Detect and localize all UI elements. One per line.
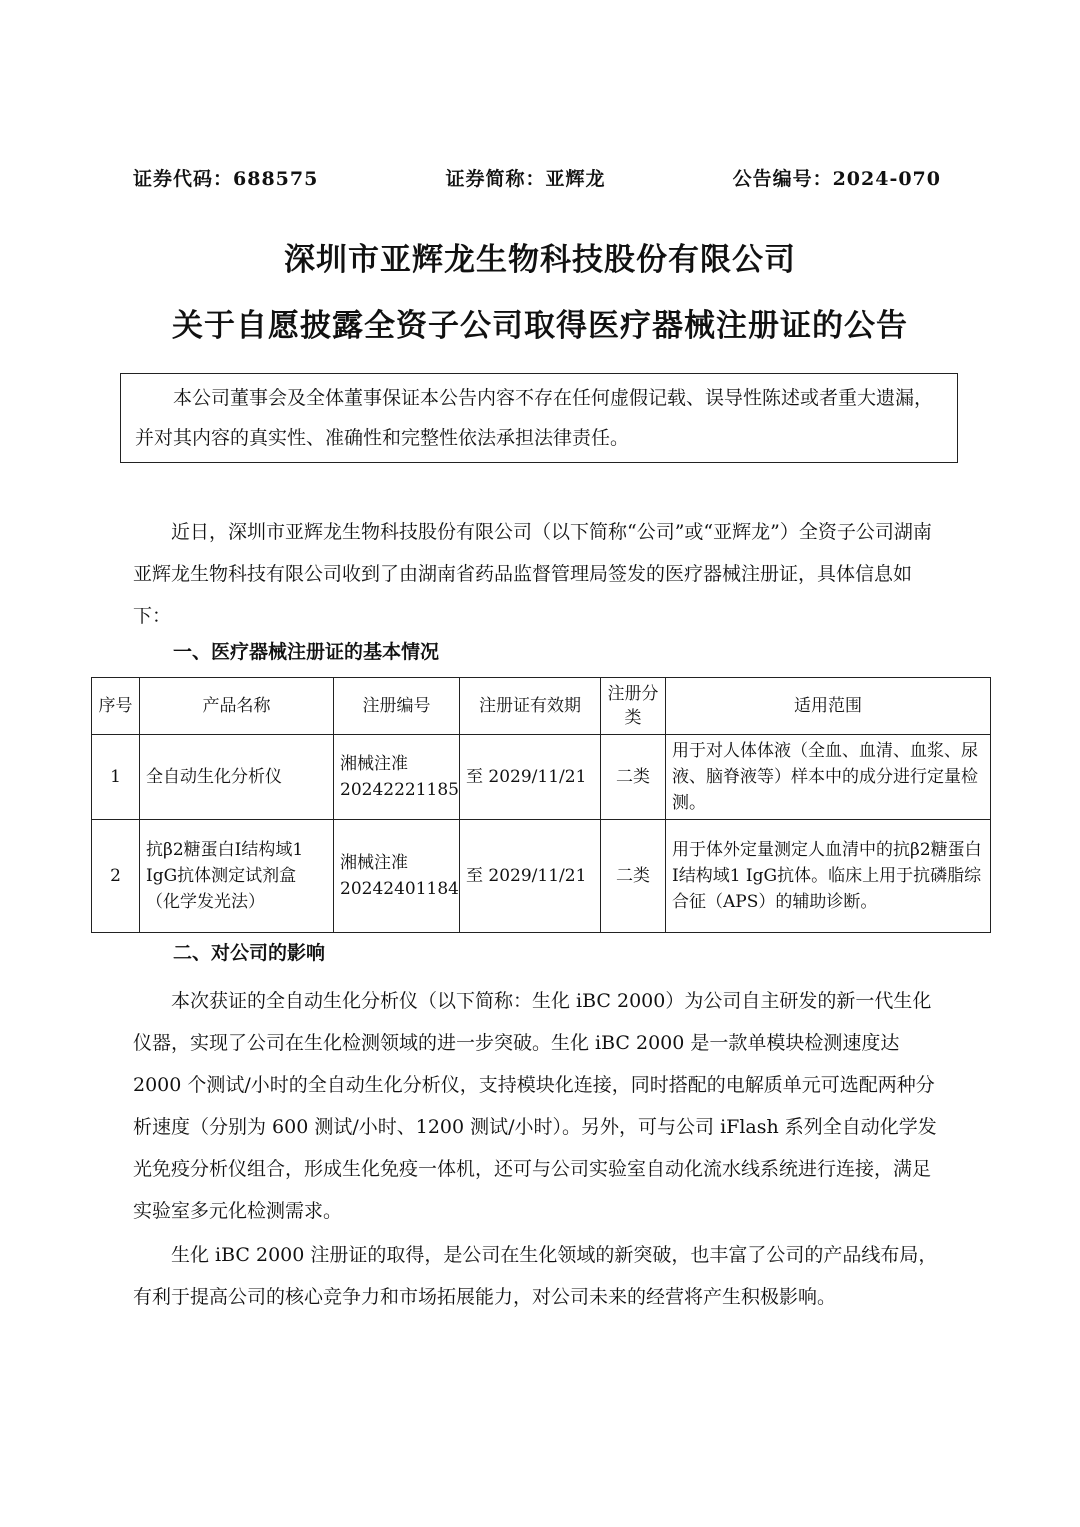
stock-abbreviation: 证券简称：亚辉龙 (445, 168, 606, 190)
header-category: 注册分类 (601, 678, 666, 735)
table-row (92, 735, 991, 820)
cell-category: 二类 (601, 735, 666, 820)
impact-paragraph-1: 本次获证的全自动生化分析仪（以下简称：生化 iBC 2000）为公司自主研发的新一代生化仪器，实现了公司在生化检测领域的进一步突破。生化 iBC 2000 是一款单模块检测速度达 2000 个测试/小时的全自动生化分析仪，支持模块化连接，同时搭配的电解质单元可选配两种分析速度（分别为 600 测试/小时、1200 测试/小时）。另外，可与公司 iFlash 系列全自动化学发光免疫分析仪组合，形成生化免疫一体机，还可与公司实验室自动化流水线系统进行连接，满足实验室多元化检测需求。 (133, 990, 937, 1222)
cell-serial: 1 (92, 735, 140, 820)
company-title: 深圳市亚辉龙生物科技股份有限公司 (284, 242, 796, 278)
section-heading-basic-info: 一、医疗器械注册证的基本情况 (173, 641, 440, 663)
cell-registration-no: 湘械注准20242221185 (334, 735, 460, 820)
cell-registration-no: 湘械注准20242401184 (334, 820, 460, 933)
header-product-name: 产品名称 (140, 678, 334, 735)
impact-paragraph-2: 生化 iBC 2000 注册证的取得，是公司在生化领域的新突破，也丰富了公司的产品线布局，有利于提高公司的核心竞争力和市场拓展能力，对公司未来的经营将产生积极影响。 (133, 1244, 938, 1308)
header-scope: 适用范围 (666, 678, 991, 735)
cell-validity: 至 2029/11/21 (460, 735, 601, 820)
cell-category: 二类 (601, 820, 666, 933)
table-row (92, 820, 991, 933)
header-validity: 注册证有效期 (460, 678, 601, 735)
board-notice-box (120, 373, 958, 463)
announcement-number: 公告编号：2024-070 (732, 168, 941, 190)
cell-serial: 2 (92, 820, 140, 933)
stock-code: 证券代码：688575 (133, 168, 319, 190)
table-header-row (92, 678, 991, 735)
intro-paragraph: 近日，深圳市亚辉龙生物科技股份有限公司（以下简称“公司”或“亚辉龙”）全资子公司湖南亚辉龙生物科技有限公司收到了由湖南省药品监督管理局签发的医疗器械注册证，具体信息如下： (133, 521, 932, 627)
header-serial: 序号 (92, 678, 140, 735)
cell-product-name: 抗β2糖蛋白Ⅰ结构域1 IgG抗体测定试剂盒（化学发光法） (140, 820, 334, 933)
cell-scope: 用于体外定量测定人血清中的抗β2糖蛋白Ⅰ结构域1 IgG抗体。临床上用于抗磷脂综合征（APS）的辅助诊断。 (666, 820, 991, 933)
header-codes (133, 164, 941, 191)
announcement-title: 关于自愿披露全资子公司取得医疗器械注册证的公告 (172, 308, 908, 344)
cell-validity: 至 2029/11/21 (460, 820, 601, 933)
cell-product-name: 全自动生化分析仪 (140, 735, 334, 820)
section-heading-impact: 二、对公司的影响 (173, 942, 326, 964)
cell-scope: 用于对人体体液（全血、血清、血浆、尿液、脑脊液等）样本中的成分进行定量检测。 (666, 735, 991, 820)
registration-table (91, 677, 991, 933)
header-registration-no: 注册编号 (334, 678, 460, 735)
board-notice-text: 本公司董事会及全体董事保证本公告内容不存在任何虚假记载、误导性陈述或者重大遗漏，并对其内容的真实性、准确性和完整性依法承担法律责任。 (135, 387, 934, 449)
